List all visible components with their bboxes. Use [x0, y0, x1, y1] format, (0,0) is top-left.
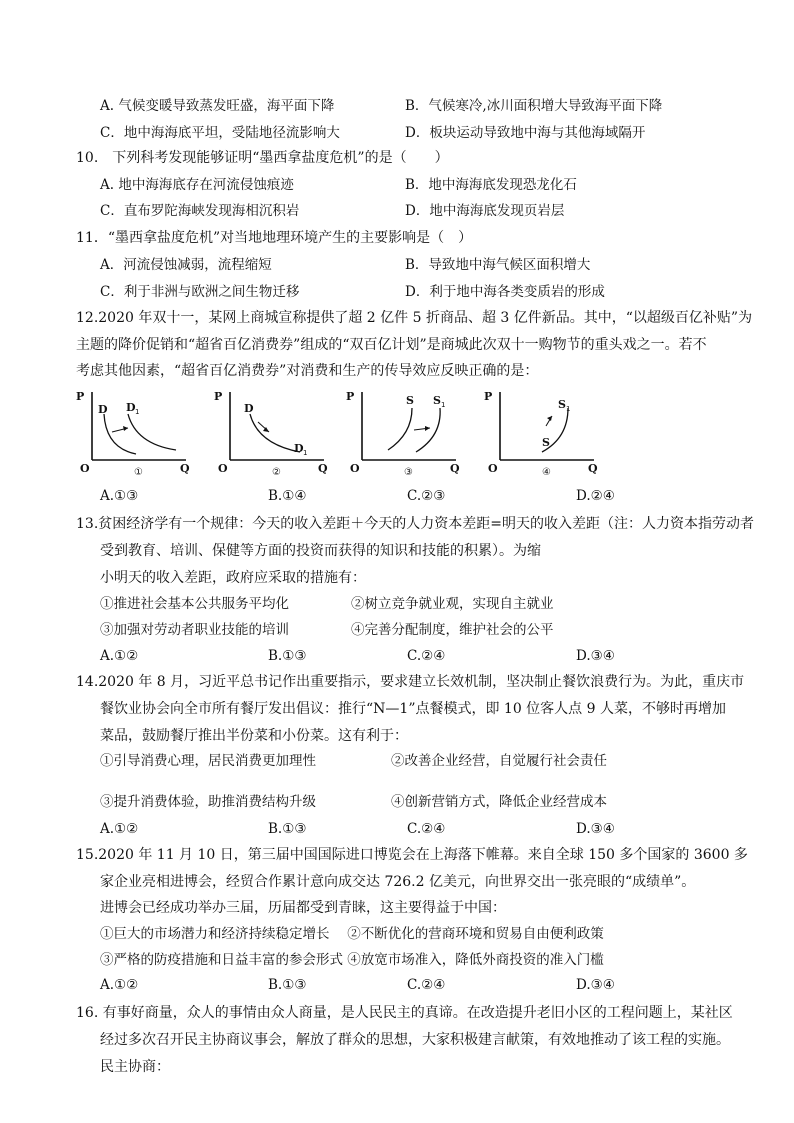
graph-2-p-label: P — [214, 390, 223, 403]
q9-option-d: D．板块运动导致地中海与其他海域隔开 — [405, 125, 646, 141]
graph-3 — [346, 386, 476, 478]
q13-item-4: ④完善分配制度，维护社会的公平 — [351, 622, 554, 638]
graph-1-subscript: 1 — [135, 408, 140, 416]
q13-option-c: C.②④ — [407, 648, 446, 664]
graph-4-curve-label-2: S — [558, 398, 566, 411]
q13-item-3: ③加强对劳动者职业技能的培训 — [100, 622, 289, 638]
q14-option-a: A.①② — [100, 821, 139, 837]
q12-line-1: 12.2020 年双十一，某网上商城宣称提供了超 2 亿件 5 折商品、超 3 亿件新品。其中，“以超级百亿补贴”为 — [76, 310, 753, 326]
graph-4-curve-label: S — [542, 436, 550, 449]
q10-stem: 10. 下列科考发现能够证明“墨西拿盐度危机”的是（ ） — [76, 150, 449, 166]
q16-line-1: 16. 有事好商量，众人的事情由众人商量，是人民民主的真谛。在改造提升老旧小区的工程问题上，某社区 — [76, 1005, 733, 1021]
graph-2-q-label: Q — [318, 462, 328, 475]
graph-4 — [484, 386, 614, 478]
q15-items-3-4: ③严格的防疫措施和日益丰富的参会形式 ④放宽市场准入，降低外商投资的准入门槛 — [100, 952, 604, 968]
q11-option-c: C．利于非洲与欧洲之间生物迁移 — [100, 284, 300, 300]
q14-item-2: ②改善企业经营，自觉履行社会责任 — [391, 753, 607, 769]
q14-option-c: C.②④ — [407, 821, 446, 837]
q15-option-c: C.②④ — [407, 977, 446, 993]
q12-line-2: 主题的降价促销和“超省百亿消费券”组成的“双百亿计划”是商城此次双十一购物节的重头戏之一。若不 — [76, 337, 707, 353]
q15-items-1-2: ①巨大的市场潜力和经济持续稳定增长 ②不断优化的营商环境和贸易自由便利政策 — [100, 926, 604, 942]
graph-3-p-label: P — [346, 390, 355, 403]
q13-option-d: D.③④ — [576, 648, 615, 664]
graph-3-number: ③ — [404, 467, 413, 478]
graph-3-curve-s — [388, 408, 412, 450]
q11-stem: 11．“墨西拿盐度危机”对当地地理环境产生的主要影响是（ ） — [76, 230, 473, 246]
q11-option-a: A．河流侵蚀减弱，流程缩短 — [100, 257, 272, 273]
graph-4-o-label: O — [488, 462, 498, 475]
q10-option-a: A. 地中海海底存在河流侵蚀痕迹 — [100, 177, 294, 193]
graph-2 — [214, 386, 344, 478]
q13-line-1: 13.贫困经济学有一个规律：今天的收入差距＋今天的人力资本差距=明天的收入差距（注：人力资本指劳动者 — [76, 516, 754, 532]
graph-4-subscript: 1 — [566, 405, 571, 413]
graph-3-o-label: O — [350, 462, 360, 475]
q9-option-a: A. 气候变暖导致蒸发旺盛，海平面下降 — [100, 98, 335, 114]
q13-item-1: ①推进社会基本公共服务平均化 — [100, 596, 289, 612]
q10-option-b: B．地中海海底发现恐龙化石 — [405, 177, 577, 193]
q13-item-2: ②树立竞争就业观，实现自主就业 — [351, 596, 554, 612]
graph-3-curve-label-2: S — [433, 394, 441, 407]
q15-line-1: 15.2020 年 11 月 10 日，第三届中国国际进口博览会在上海落下帷幕。来自全球 150 多个国家的 3600 多 — [76, 847, 748, 863]
graph-3-subscript: 1 — [441, 401, 446, 409]
q11-option-b: B．导致地中海气候区面积增大 — [405, 257, 591, 273]
graph-4-q-label: Q — [588, 462, 598, 475]
graph-2-curve-label: D — [244, 402, 254, 415]
q15-line-3: 进博会已经成功举办三届，历届都受到青睐，这主要得益于中国： — [100, 900, 506, 916]
q12-option-d: D.②④ — [576, 488, 615, 504]
graph-1 — [76, 386, 206, 478]
q10-option-c: C．直布罗陀海峡发现海相沉积岩 — [100, 203, 300, 219]
q16-line-3: 民主协商： — [100, 1059, 170, 1075]
q14-option-d: D.③④ — [576, 821, 615, 837]
graph-2-number: ② — [272, 467, 281, 478]
graph-2-subscript: 1 — [303, 449, 308, 457]
q13-option-b: B.①③ — [268, 648, 307, 664]
q12-line-3: 考虑其他因素，“超省百亿消费券”对消费和生产的传导效应反映正确的是： — [76, 363, 539, 379]
q14-option-b: B.①③ — [268, 821, 307, 837]
q9-option-c: C．地中海海底平坦，受陆地径流影响大 — [100, 125, 340, 141]
q12-option-b: B.①④ — [268, 488, 307, 504]
q9-option-b: B．气候寒冷,冰川面积增大导致海平面下降 — [405, 98, 663, 114]
graph-4-number: ④ — [542, 467, 551, 478]
q15-option-d: D.③④ — [576, 977, 615, 993]
q14-line-3: 菜品，鼓励餐厅推出半份菜和小份菜。这有利于： — [100, 728, 408, 744]
graph-1-number: ① — [134, 467, 143, 478]
q11-option-d: D．利于地中海各类变质岩的形成 — [405, 284, 605, 300]
q13-option-a: A.①② — [100, 648, 139, 664]
graph-1-q-label: Q — [180, 462, 190, 475]
q15-line-2: 家企业亮相进博会，经贸合作累计意向成交达 726.2 亿美元，向世界交出一张亮眼的“成绩单”。 — [100, 874, 696, 890]
graph-3-curve-label: S — [406, 394, 414, 407]
q16-line-2: 经过多次召开民主协商议事会，解放了群众的思想，大家积极建言献策，有效地推动了该工程的实施。 — [100, 1032, 730, 1048]
q13-line-2: 受到教育、培训、保健等方面的投资而获得的知识和技能的积累）。为缩 — [100, 543, 541, 559]
graph-2-o-label: O — [218, 462, 228, 475]
graph-3-curve-s1 — [416, 408, 440, 452]
q14-item-1: ①引导消费心理，居民消费更加理性 — [100, 753, 316, 769]
q13-line-3: 小明天的收入差距，政府应采取的措施有： — [100, 570, 366, 586]
q10-option-d: D．地中海海底发现页岩层 — [405, 203, 565, 219]
graph-1-curve-d1 — [128, 414, 176, 450]
q14-item-3: ③提升消费体验，助推消费结构升级 — [100, 794, 316, 810]
graph-3-q-label: Q — [450, 462, 460, 475]
graph-2-curve-d — [250, 414, 300, 452]
q12-option-a: A.①③ — [100, 488, 139, 504]
graph-1-o-label: O — [80, 462, 90, 475]
q14-line-2: 餐饮业协会向全市所有餐厅发出倡议：推行“N—1”点餐模式，即 10 位客人点 9 人菜，不够时再增加 — [100, 701, 726, 717]
graph-1-curve-d — [104, 414, 136, 454]
q14-item-4: ④创新营销方式，降低企业经营成本 — [391, 794, 607, 810]
q15-option-a: A.①② — [100, 977, 139, 993]
graph-2-curve-label-2: D — [294, 442, 304, 455]
graph-1-curve-label: D — [98, 403, 108, 416]
graph-4-p-label: P — [484, 390, 493, 403]
graph-1-p-label: P — [76, 390, 85, 403]
graph-1-curve-label-2: D — [126, 401, 136, 414]
q15-option-b: B.①③ — [268, 977, 307, 993]
q14-line-1: 14.2020 年 8 月，习近平总书记作出重要指示，要求建立长效机制，坚决制止餐饮浪费行为。为此，重庆市 — [76, 674, 745, 690]
q12-option-c: C.②③ — [407, 488, 446, 504]
